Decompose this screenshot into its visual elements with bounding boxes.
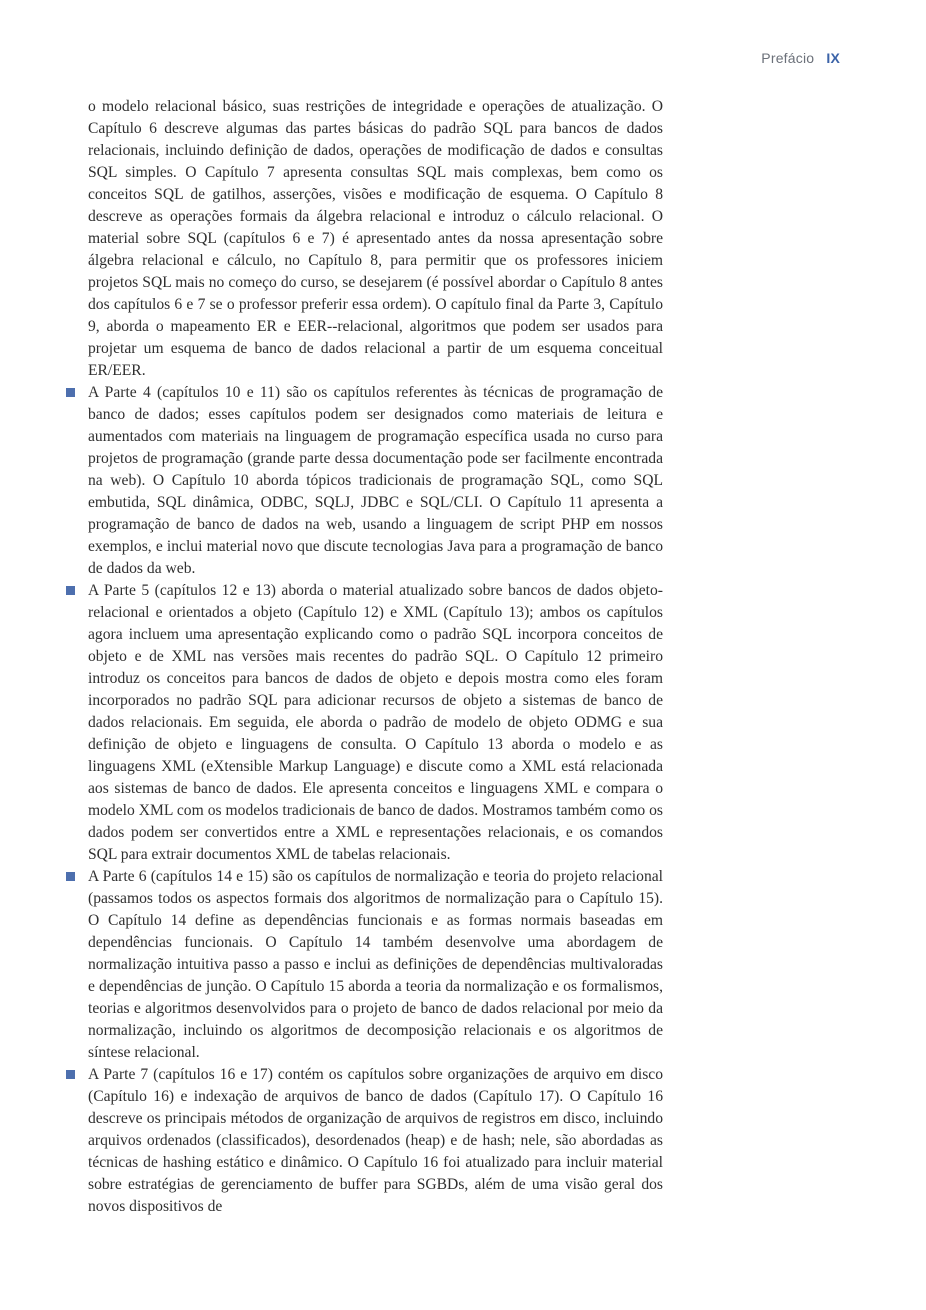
- bullet-item-part-5: [88, 580, 663, 866]
- page-number: IX: [826, 50, 840, 66]
- square-bullet-icon: [66, 1070, 75, 1079]
- running-head: [761, 50, 840, 66]
- continuation-paragraph: o modelo relacional básico, suas restrições de integridade e operações de atualização. O Capítulo 6 descreve algumas das partes básicas do padrão SQL para bancos de dados relacionais, incluindo definição de dados, operações de modificação de dados e consultas SQL simples. O Capítulo 7 apresenta consultas SQL mais complexas, bem como os conceitos SQL de gatilhos, asserções, visões e modificação de esquema. O Capítulo 8 descreve as operações formais da álgebra relacional e introduz o cálculo relacional. O material sobre SQL (capítulos 6 e 7) é apresentado antes da nossa apresentação sobre álgebra relacional e cálculo, no Capítulo 8, para permitir que os professores iniciem projetos SQL mais no começo do curso, se desejarem (é possível abordar o Capítulo 8 antes dos capítulos 6 e 7 se o professor preferir essa ordem). O capítulo final da Parte 3, Capítulo 9, aborda o mapeamento ER e EER--relacional, algoritmos que podem ser usados para projetar um esquema de banco de dados relacional a partir de um esquema conceitual ER/EER.: [88, 98, 663, 379]
- bullet-text: A Parte 6 (capítulos 14 e 15) são os capítulos de normalização e teoria do projeto relacional (passamos todos os aspectos formais dos algoritmos de normalização para o Capítulo 15). O Capítulo 14 define as dependências funcionais e as formas normais baseadas em dependências funcionais. O Capítulo 14 também desenvolve uma abordagem de normalização intuitiva passo a passo e inclui as definições de dependências multivaloradas e dependências de junção. O Capítulo 15 aborda a teoria da normalização e os formalismos, teorias e algoritmos desenvolvidos para o projeto de banco de dados relacional por meio da normalização, incluindo os algoritmos de decomposição relacionais e os algoritmos de síntese relacional.: [88, 868, 663, 1061]
- square-bullet-icon: [66, 872, 75, 881]
- bullet-item-part-7: [88, 1064, 663, 1218]
- bullet-text: A Parte 7 (capítulos 16 e 17) contém os capítulos sobre organizações de arquivo em disco (Capítulo 16) e indexação de arquivos de banco de dados (Capítulo 17). O Capítulo 16 descreve os principais métodos de organização de arquivos de registros em disco, incluindo arquivos ordenados (classificados), desordenados (heap) e de hash; nele, são abordadas as técnicas de hashing estático e dinâmico. O Capítulo 16 foi atualizado para incluir material sobre estratégias de gerenciamento de buffer para SGBDs, além de uma visão geral dos novos dispositivos de: [88, 1066, 663, 1215]
- bullet-text: A Parte 5 (capítulos 12 e 13) aborda o material atualizado sobre bancos de dados objeto-relacional e orientados a objeto (Capítulo 12) e XML (Capítulo 13); ambos os capítulos agora incluem uma apresentação explicando como o padrão SQL incorpora conceitos de objeto e de XML nas versões mais recentes do padrão SQL. O Capítulo 12 primeiro introduz os conceitos para bancos de dados de objeto e depois mostra como eles foram incorporados no padrão SQL para adicionar recursos de objeto a sistemas de banco de dados relacionais. Em seguida, ele aborda o padrão de modelo de objeto ODMG e sua definição de objeto e linguagens de consulta. O Capítulo 13 aborda o modelo e as linguagens XML (eXtensible Markup Language) e discute como a XML está relacionada aos sistemas de banco de dados. Ele apresenta conceitos e linguagens XML e compara o modelo XML com os modelos tradicionais de banco de dados. Mostramos também como os dados podem ser convertidos entre a XML e representações relacionais, e os comandos SQL para extrair documentos XML de tabelas relacionais.: [88, 582, 663, 863]
- bullet-text: A Parte 4 (capítulos 10 e 11) são os capítulos referentes às técnicas de programação de banco de dados; esses capítulos podem ser designados como materiais de leitura e aumentados com materiais na linguagem de programação específica usada no curso para projetos de programação (grande parte dessa documentação pode ser facilmente encontrada na web). O Capítulo 10 aborda tópicos tradicionais de programação SQL, como SQL embutida, SQL dinâmica, ODBC, SQLJ, JDBC e SQL/CLI. O Capítulo 11 apresenta a programação de banco de dados na web, usando a linguagem de script PHP em nossos exemplos, e inclui material novo que discute tecnologias Java para a programação de banco de dados da web.: [88, 384, 663, 577]
- square-bullet-icon: [66, 388, 75, 397]
- square-bullet-icon: [66, 586, 75, 595]
- body-text: [88, 96, 663, 1218]
- bullet-item-part-6: [88, 866, 663, 1064]
- section-title: Prefácio: [761, 50, 815, 66]
- bullet-item-part-4: [88, 382, 663, 580]
